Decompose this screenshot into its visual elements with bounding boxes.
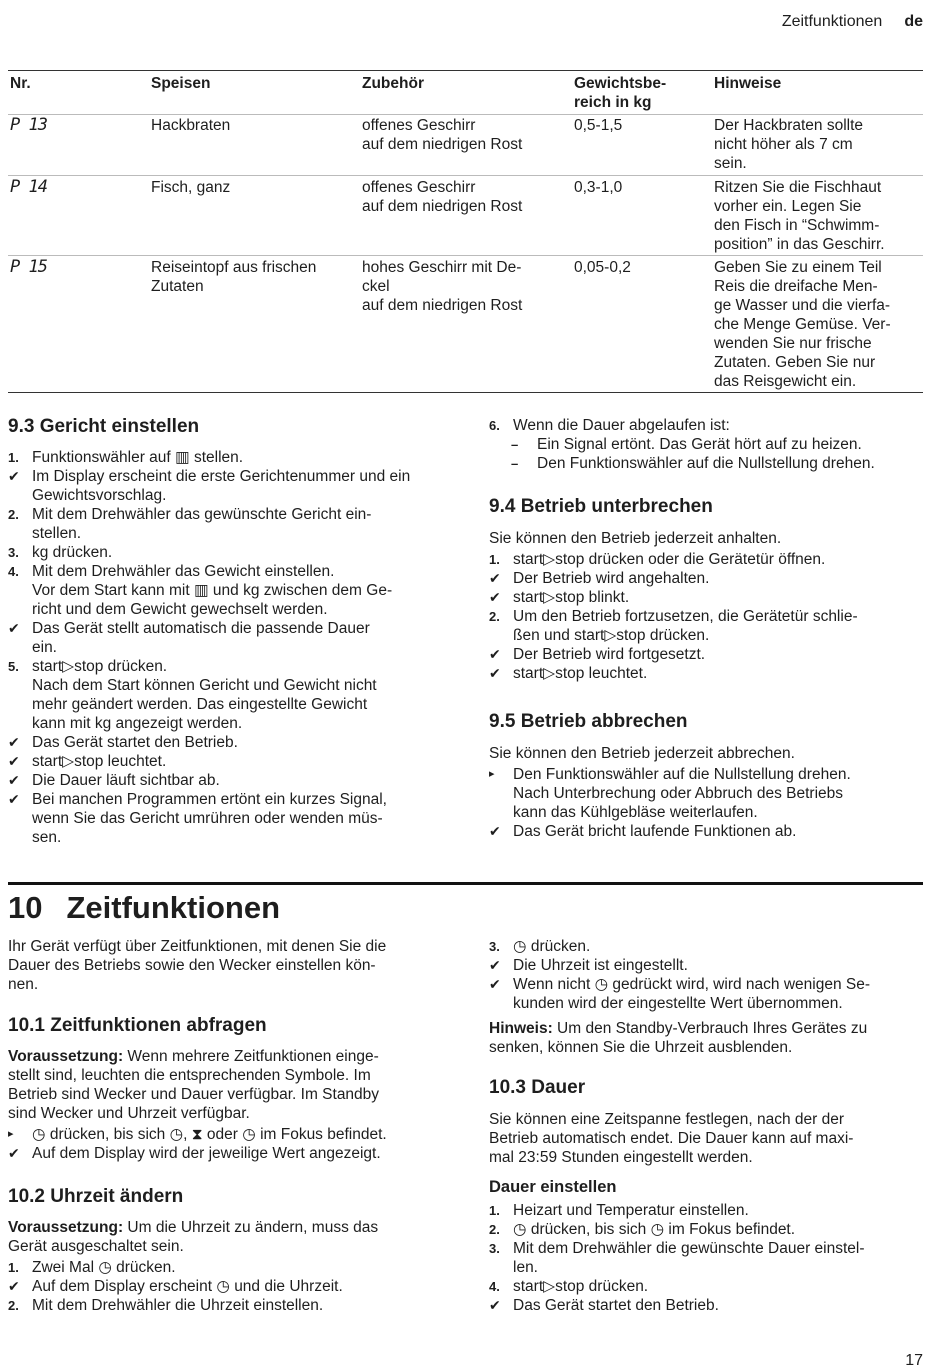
section-title-10-2: 10.2 Uhrzeit ändern xyxy=(8,1186,184,1207)
check-icon: ✔ xyxy=(489,570,501,586)
list-item-text: Um den Betrieb fortzusetzen, die Gerätetür schlie- ßen und start▷stop drücken. xyxy=(513,608,858,644)
chapter-intro: Ihr Gerät verfügt über Zeitfunktionen, mit denen Sie die Dauer des Betriebs sowie den Wecker einstellen kön- nen. xyxy=(8,938,387,993)
list-item xyxy=(489,1239,929,1277)
list-item-text: Heizart und Temperatur einstellen. xyxy=(513,1202,749,1219)
step-number: 2. xyxy=(489,609,500,624)
row1-nr: P 13 xyxy=(10,115,47,135)
th-nr: Nr. xyxy=(10,75,31,92)
list-item-text: Mit dem Drehwähler das gewünschte Gericht ein- stellen. xyxy=(32,506,372,542)
list-item-text: Die Dauer läuft sichtbar ab. xyxy=(32,772,220,789)
precondition-label: Voraussetzung: xyxy=(8,1048,124,1065)
precondition-text: Um die Uhrzeit zu ändern, muss das Gerät ausgeschaltet sein. xyxy=(8,1219,379,1255)
list-9-3-cont xyxy=(489,416,929,473)
list-9-5 xyxy=(489,765,929,841)
list-item-text: Zwei Mal ◷ drücken. xyxy=(32,1259,176,1276)
check-icon: ✔ xyxy=(8,620,20,636)
step-number: 3. xyxy=(8,545,19,560)
row3-speise: Reiseintopf aus frischen Zutaten xyxy=(151,259,317,295)
list-item xyxy=(8,790,448,847)
list-item xyxy=(8,752,448,771)
list-item-text: start▷stop drücken. Nach dem Start können Gericht und Gewicht nicht mehr geändert werden. Das eingestellte Gewicht kann mit kg angezeigt werden. xyxy=(32,658,377,732)
step-number: 3. xyxy=(489,1241,500,1256)
check-icon: ✔ xyxy=(489,1297,501,1313)
list-item xyxy=(8,619,448,657)
th-gewicht: Gewichtsbe- reich in kg xyxy=(574,75,667,111)
row3-gewicht: 0,05-0,2 xyxy=(574,259,631,276)
step-number: 1. xyxy=(489,552,500,567)
list-item xyxy=(8,771,448,790)
list-item xyxy=(489,588,929,607)
chapter-rule xyxy=(8,882,923,885)
list-item-text: Mit dem Drehwähler die Uhrzeit einstellen. xyxy=(32,1297,324,1314)
header-section: Zeitfunktionen xyxy=(781,13,883,30)
chapter-title xyxy=(8,890,280,926)
section-title-10-1: 10.1 Zeitfunktionen abfragen xyxy=(8,1015,267,1036)
step-number: 6. xyxy=(489,418,500,433)
list-10-2-cont xyxy=(489,937,929,1013)
step-number: 2. xyxy=(489,1222,500,1237)
list-item xyxy=(8,657,448,733)
row2-nr: P 14 xyxy=(10,177,47,197)
header-row-rule xyxy=(8,114,923,115)
list-item-text: Auf dem Display wird der jeweilige Wert angezeigt. xyxy=(32,1145,381,1162)
step-number: 2. xyxy=(8,507,19,522)
list-item-text: Das Gerät stellt automatisch die passende Dauer ein. xyxy=(32,620,370,656)
precondition-10-1 xyxy=(8,1047,448,1123)
dash-marker: – xyxy=(511,456,519,471)
list-item xyxy=(8,1144,448,1163)
check-icon: ✔ xyxy=(8,791,20,807)
row1-speise: Hackbraten xyxy=(151,117,231,134)
row1-zubehoer: offenes Geschirr auf dem niedrigen Rost xyxy=(362,117,523,153)
check-icon: ✔ xyxy=(8,468,20,484)
check-icon: ✔ xyxy=(8,1145,20,1161)
list-item xyxy=(8,505,448,543)
dash-marker: – xyxy=(511,437,519,452)
list-item-text: ◷ drücken, bis sich ◷ im Fokus befindet. xyxy=(513,1221,796,1238)
list-item-text: Mit dem Drehwähler das Gewicht einstellen. Vor dem Start kann mit ▥ und kg zwischen dem Ge- richt und dem Gewicht gewechselt werden. xyxy=(32,563,393,618)
page-number: 17 xyxy=(905,1352,923,1369)
list-item-text: Den Funktionswähler auf die Nullstellung drehen. Nach Unterbrechung oder Abbruch des Betriebs kann das Kühlgebläse weiterlaufen. xyxy=(513,766,851,821)
intro-9-4: Sie können den Betrieb jederzeit anhalten. xyxy=(489,530,782,547)
arrow-icon: ▸ xyxy=(489,768,495,780)
list-item xyxy=(8,733,448,752)
list-item xyxy=(8,562,448,619)
step-text: Wenn die Dauer abgelaufen ist: xyxy=(513,417,730,434)
list-item-text: Mit dem Drehwähler die gewünschte Dauer einstel- len. xyxy=(513,1240,865,1276)
list-item xyxy=(489,956,929,975)
list-item xyxy=(489,607,929,645)
list-item-text: start▷stop blinkt. xyxy=(513,589,630,606)
list-item-text: Der Betrieb wird fortgesetzt. xyxy=(513,646,706,663)
check-icon: ✔ xyxy=(8,734,20,750)
list-item-text: ◷ drücken, bis sich ◷, ⧗ oder ◷ im Fokus befindet. xyxy=(32,1126,387,1143)
check-icon: ✔ xyxy=(489,823,501,839)
check-icon: ✔ xyxy=(489,589,501,605)
list-item xyxy=(8,448,448,467)
list-item-text: Das Gerät bricht laufende Funktionen ab. xyxy=(513,823,797,840)
th-hinweise: Hinweise xyxy=(714,75,782,92)
list-item xyxy=(8,467,448,505)
section-title-9-5: 9.5 Betrieb abbrechen xyxy=(489,711,688,732)
step-number: 3. xyxy=(489,939,500,954)
list-item xyxy=(489,975,929,1013)
precondition-text: Wenn mehrere Zeitfunktionen einge- stellt sind, leuchten die entsprechenden Symbole. Im Betrieb sind Wecker und Dauer verfügbar. Im Standby sind Wecker und Uhrzeit verfügbar. xyxy=(8,1048,380,1122)
list-10-1 xyxy=(8,1125,448,1163)
list-item-text: Funktionswähler auf ▥ stellen. xyxy=(32,449,244,466)
list-item xyxy=(489,1201,929,1220)
list-item-text: start▷stop drücken oder die Gerätetür öffnen. xyxy=(513,551,826,568)
check-icon: ✔ xyxy=(8,753,20,769)
list-item xyxy=(489,550,929,569)
list-item-text: Bei manchen Programmen ertönt ein kurzes Signal, wenn Sie das Gericht umrühren oder wenden müs- sen. xyxy=(32,791,387,846)
list-item xyxy=(8,543,448,562)
dash-item: Ein Signal ertönt. Das Gerät hört auf zu heizen. xyxy=(537,436,862,453)
chapter-number: 10 xyxy=(8,890,43,925)
arrow-icon: ▸ xyxy=(8,1128,14,1140)
list-item xyxy=(8,1296,448,1315)
precondition-label: Voraussetzung: xyxy=(8,1219,124,1236)
list-10-3 xyxy=(489,1201,929,1315)
step-number: 1. xyxy=(489,1203,500,1218)
list-item-text: start▷stop drücken. xyxy=(513,1278,649,1295)
list-item xyxy=(489,1220,929,1239)
list-item-text: start▷stop leuchtet. xyxy=(513,665,648,682)
list-item-text: start▷stop leuchtet. xyxy=(32,753,167,770)
list-item xyxy=(8,1258,448,1277)
check-icon: ✔ xyxy=(489,976,501,992)
intro-9-5: Sie können den Betrieb jederzeit abbrechen. xyxy=(489,745,795,762)
table-bottom-rule xyxy=(8,392,923,393)
step-number: 4. xyxy=(8,564,19,579)
row1-hinweis: Der Hackbraten sollte nicht höher als 7 cm sein. xyxy=(714,117,864,172)
row3-zubehoer: hohes Geschirr mit De- ckel auf dem niedrigen Rost xyxy=(362,259,523,314)
list-item xyxy=(489,822,929,841)
list-item-text: Auf dem Display erscheint ◷ und die Uhrzeit. xyxy=(32,1278,343,1295)
list-item xyxy=(489,1296,929,1315)
list-item-text: kg drücken. xyxy=(32,544,113,561)
list-item xyxy=(8,1277,448,1296)
step-number: 1. xyxy=(8,1260,19,1275)
row-rule xyxy=(8,175,923,176)
check-icon: ✔ xyxy=(489,665,501,681)
list-item-text: Im Display erscheint die erste Gerichtenummer und ein Gewichtsvorschlag. xyxy=(32,468,411,504)
row2-speise: Fisch, ganz xyxy=(151,179,231,196)
section-title-9-4: 9.4 Betrieb unterbrechen xyxy=(489,496,713,517)
list-item-text: Die Uhrzeit ist eingestellt. xyxy=(513,957,688,974)
section-title-10-3: 10.3 Dauer xyxy=(489,1077,586,1098)
list-item xyxy=(489,1277,929,1296)
list-item-text: Der Betrieb wird angehalten. xyxy=(513,570,710,587)
row1-gewicht: 0,5-1,5 xyxy=(574,117,623,134)
header-lang: de xyxy=(904,13,923,30)
row2-gewicht: 0,3-1,0 xyxy=(574,179,623,196)
check-icon: ✔ xyxy=(8,772,20,788)
list-9-3 xyxy=(8,448,448,847)
th-zubehoer: Zubehör xyxy=(362,75,424,92)
precondition-10-2 xyxy=(8,1218,448,1256)
section-title-9-3: 9.3 Gericht einstellen xyxy=(8,416,200,437)
subsection-title: Dauer einstellen xyxy=(489,1178,617,1196)
check-icon: ✔ xyxy=(8,1278,20,1294)
list-item xyxy=(8,1125,448,1144)
note-10-2 xyxy=(489,1019,929,1057)
step-number: 5. xyxy=(8,659,19,674)
list-item xyxy=(489,645,929,664)
chapter-name: Zeitfunktionen xyxy=(66,890,281,925)
row3-hinweis: Geben Sie zu einem Teil Reis die dreifache Men- ge Wasser und die vierfa- che Menge Gemüse. Ver- wenden Sie nur frische Zutaten. Geben Sie nur das Reisgewicht ein. xyxy=(714,259,891,390)
list-item xyxy=(489,937,929,956)
check-icon: ✔ xyxy=(489,646,501,662)
list-item xyxy=(489,664,929,683)
th-speisen: Speisen xyxy=(151,75,211,92)
row2-hinweis: Ritzen Sie die Fischhaut vorher ein. Legen Sie den Fisch in “Schwimm- position” in das Geschirr. xyxy=(714,179,885,253)
step-number: 1. xyxy=(8,450,19,465)
table-top-rule xyxy=(8,70,923,71)
row2-zubehoer: offenes Geschirr auf dem niedrigen Rost xyxy=(362,179,523,215)
dash-item: Den Funktionswähler auf die Nullstellung drehen. xyxy=(537,455,875,472)
step-number: 4. xyxy=(489,1279,500,1294)
check-icon: ✔ xyxy=(489,957,501,973)
step-number: 2. xyxy=(8,1298,19,1313)
list-item xyxy=(489,569,929,588)
list-10-2 xyxy=(8,1258,448,1315)
list-item-text: ◷ drücken. xyxy=(513,938,591,955)
row3-nr: P 15 xyxy=(10,257,47,277)
note-label: Hinweis: xyxy=(489,1020,553,1037)
list-item xyxy=(489,765,929,822)
list-item-text: Das Gerät startet den Betrieb. xyxy=(32,734,238,751)
running-header xyxy=(782,12,923,31)
row-rule xyxy=(8,255,923,256)
intro-10-3: Sie können eine Zeitspanne festlegen, nach der der Betrieb automatisch endet. Die Dauer kann auf maxi- mal 23:59 Stunden eingestellt werden. xyxy=(489,1111,854,1166)
list-item-text: Das Gerät startet den Betrieb. xyxy=(513,1297,719,1314)
list-item-text: Wenn nicht ◷ gedrückt wird, wird nach wenigen Se- kunden wird der eingestellte Wert übernommen. xyxy=(513,976,870,1012)
list-9-4 xyxy=(489,550,929,683)
note-text: Um den Standby-Verbrauch Ihres Gerätes zu senken, können Sie die Uhrzeit ausblenden. xyxy=(489,1020,868,1056)
